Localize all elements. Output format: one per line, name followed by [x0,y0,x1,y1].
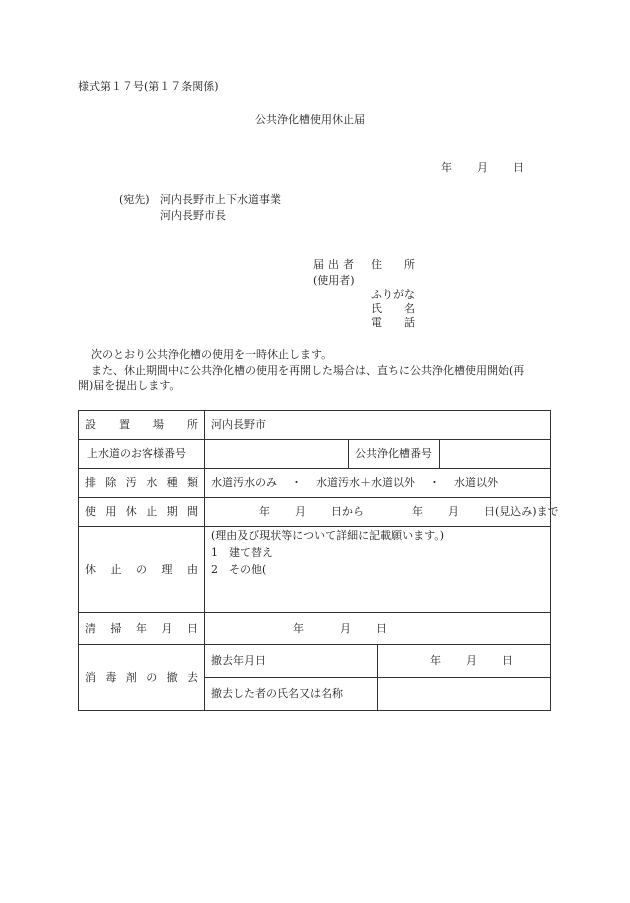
removal-date-field[interactable] [378,645,551,678]
applicant-furigana-label: ふりがな [371,288,415,301]
reason-label: 休止の理由 [79,527,205,613]
row-reason [79,527,551,613]
applicant-user-label: (使用者) [313,274,355,287]
applicant-address-label: 住 所 [371,258,415,271]
location-label: 設置場所 [79,411,205,440]
location-field[interactable]: 河内長野市 [205,411,551,440]
cleaning-date-label: 清掃年月日 [79,613,205,645]
waste-option-separator: ・ [291,476,302,489]
body-line-2: また、休止期間中に公共浄化槽の使用を再開した場合は、直ちに公共浄化槽使用開始(再 [91,364,525,377]
waste-option-other[interactable]: 水道以外 [454,476,498,489]
cleaning-year: 年 [293,621,304,635]
period-end-day: 日(見込み)まで [484,505,559,518]
remover-label: 撤去した者の氏名又は名称 [205,678,378,711]
addressee-label: (宛先) [119,193,150,206]
date-day: 日 [513,161,524,174]
removal-day: 日 [502,654,513,667]
body-line-3: 開)届を提出します。 [78,379,181,392]
removal-year: 年 [430,654,441,667]
date-month: 月 [477,161,488,174]
date-year: 年 [441,161,452,174]
row-numbers [79,440,551,469]
waste-option-water-plus-other[interactable]: 水道汚水＋水道以外 [316,476,415,489]
period-end-year: 年 [412,505,423,518]
removal-date-label: 撤去年月日 [205,645,378,678]
disinfectant-label: 消毒剤の撤去 [79,645,205,711]
cleaning-month: 月 [340,621,351,635]
cleaning-date-field[interactable] [205,613,551,645]
application-table [78,410,559,711]
period-start-month: 月 [295,505,306,518]
suspension-period-field[interactable] [205,498,559,527]
form-number: 様式第１７号(第１７条関係) [78,80,219,93]
addressee-line2: 河内長野市長 [160,209,226,222]
row-location [79,411,551,440]
reason-field[interactable] [205,527,551,613]
tank-number-label: 公共浄化槽番号 [349,440,440,469]
row-cleaning-date [79,613,551,645]
period-start-year: 年 [259,505,270,518]
applicant-phone-label: 電 話 [371,316,415,329]
remover-field[interactable] [378,678,551,711]
row-waste-type [79,469,551,498]
body-line-1: 次のとおり公共浄化槽の使用を一時休止します。 [91,348,333,361]
reason-option-2[interactable]: 2 その他( [211,563,267,576]
waste-type-options [205,469,551,498]
waste-type-label: 排除汚水種類 [79,469,205,498]
page-title: 公共浄化槽使用休止届 [255,113,365,126]
tank-number-field[interactable] [440,440,551,469]
submission-date [441,161,524,175]
applicant-name-label: 氏 名 [371,302,415,315]
addressee-line1: 河内長野市上下水道事業 [160,193,281,206]
removal-month: 月 [466,654,477,667]
period-start-day: 日から [331,505,364,518]
row-suspension-period [79,498,551,527]
customer-number-label: 上水道のお客様番号 [79,440,205,469]
suspension-period-label: 使用休止期間 [79,498,205,527]
waste-option-separator: ・ [429,476,440,489]
row-disinfectant-date [79,645,551,678]
customer-number-field[interactable] [205,440,349,469]
waste-option-water-only[interactable]: 水道汚水のみ [211,476,277,489]
reason-note: (理由及び現状等について詳細に記載願います。) [211,529,444,542]
period-end-month: 月 [448,505,459,518]
applicant-label: 届出者 [313,258,358,271]
cleaning-day: 日 [376,621,387,635]
reason-option-1[interactable]: 1 建て替え [211,546,273,559]
